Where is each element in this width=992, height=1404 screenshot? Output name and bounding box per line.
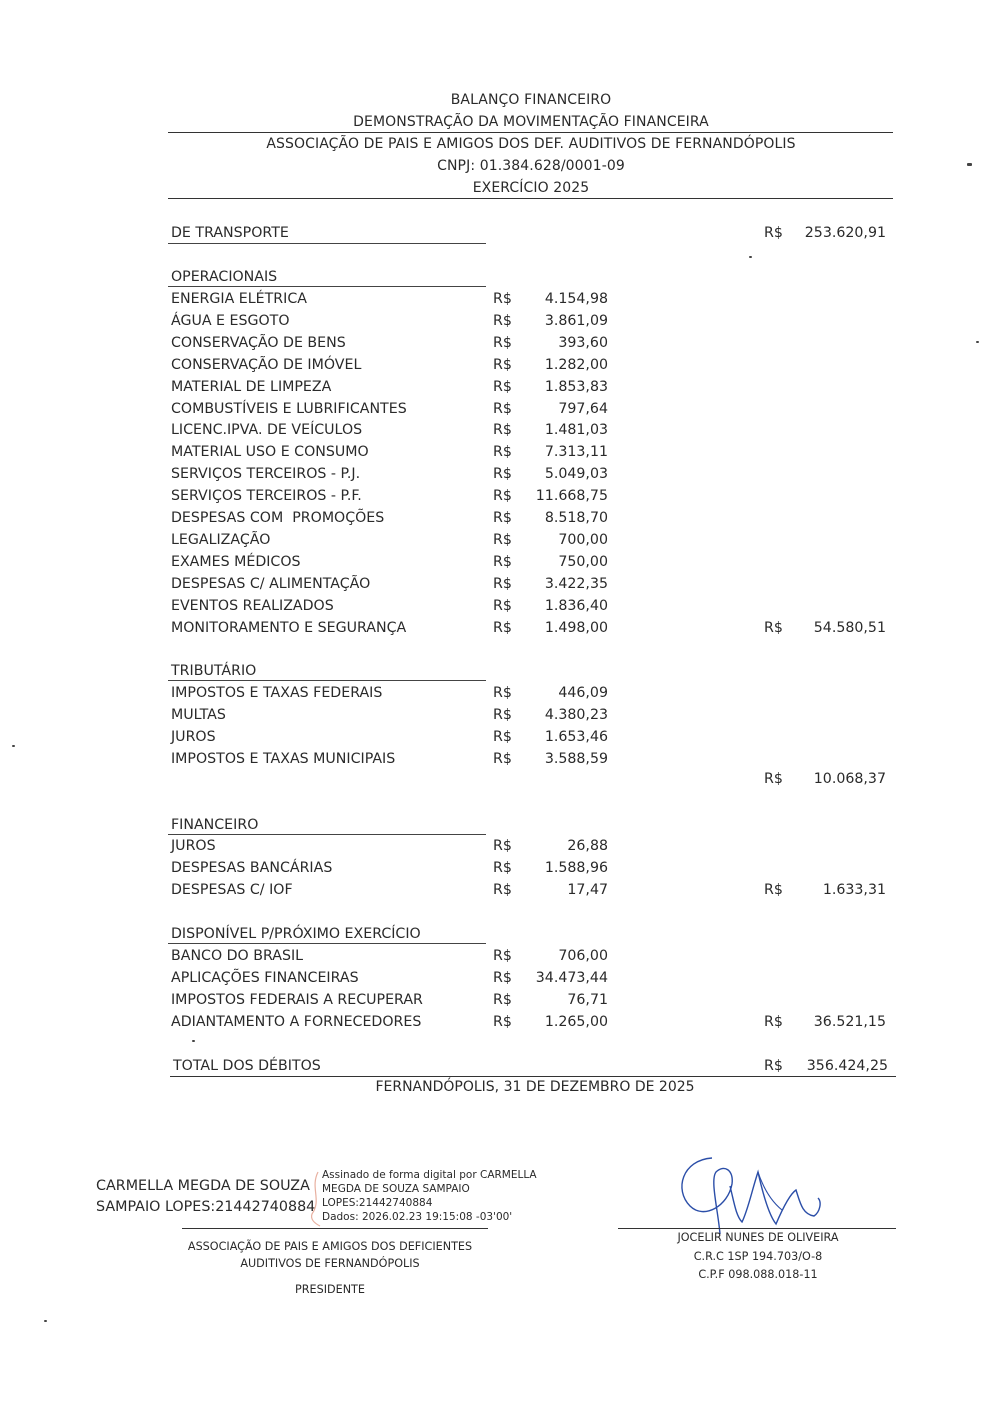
- transport-underline: [168, 243, 486, 244]
- fiscal-year: EXERCÍCIO 2025: [472, 180, 590, 196]
- ledger-row: [0, 573, 992, 595]
- ledger-row: [0, 419, 992, 441]
- signer-organization-line2: AUDITIVOS DE FERNANDÓPOLIS: [240, 1257, 420, 1270]
- ledger-row: [0, 704, 992, 726]
- ledger-item-label: SERVIÇOS TERCEIROS - P.F.: [171, 488, 362, 505]
- section-total: 36.521,15: [813, 1013, 886, 1030]
- ledger-item-value: 1.481,03: [544, 422, 608, 439]
- organization-name: ASSOCIAÇÃO DE PAIS E AMIGOS DOS DEF. AUDITIVOS DE FERNANDÓPOLIS: [266, 136, 796, 152]
- currency-symbol: R$: [493, 400, 512, 417]
- digital-signature-info-2: MEGDA DE SOUZA SAMPAIO: [322, 1183, 470, 1195]
- accountant-crc: C.R.C 1SP 194.703/O-8: [693, 1250, 823, 1263]
- ledger-row: [0, 529, 992, 551]
- scan-speck: [749, 256, 752, 258]
- currency-symbol: R$: [493, 859, 512, 876]
- ledger-item-value: 1.588,96: [544, 859, 608, 876]
- ledger-item-label: ÁGUA E ESGOTO: [171, 312, 290, 329]
- ledger-item-label: ENERGIA ELÉTRICA: [171, 291, 307, 307]
- handwritten-signature-right: [672, 1150, 842, 1240]
- total-row: [0, 1055, 992, 1077]
- ledger-item-label: DESPESAS C/ IOF: [171, 881, 293, 898]
- section-underline: [168, 680, 486, 681]
- ledger-row: [0, 989, 992, 1011]
- currency-symbol: R$: [493, 378, 512, 395]
- currency-symbol: R$: [493, 1013, 512, 1030]
- ledger-item-label: MULTAS: [171, 706, 226, 723]
- currency-symbol: R$: [493, 948, 512, 964]
- ledger-item-value: 1.265,00: [544, 1013, 608, 1030]
- currency-symbol: R$: [493, 422, 512, 439]
- scan-speck: [967, 163, 972, 166]
- currency-symbol: R$: [764, 225, 783, 241]
- digital-signature-info-4: Dados: 2026.02.23 19:15:08 -03'00': [322, 1211, 513, 1223]
- section-underline: [168, 286, 486, 287]
- ledger-item-value: 1.853,83: [544, 378, 608, 395]
- ledger-item-label: COMBUSTÍVEIS E LUBRIFICANTES: [171, 400, 407, 417]
- ledger-item-value: 1.498,00: [544, 619, 608, 636]
- ledger-row: [0, 879, 992, 901]
- ledger-row: [0, 376, 992, 398]
- ledger-item-label: LEGALIZAÇÃO: [171, 531, 271, 548]
- header-divider-top: [168, 132, 893, 133]
- total-value: 356.424,25: [806, 1058, 888, 1074]
- ledger-row: [0, 332, 992, 354]
- ledger-item-value: 7.313,11: [544, 444, 608, 461]
- ledger-row: [0, 398, 992, 420]
- currency-symbol: R$: [493, 728, 512, 745]
- ledger-item-value: 1.282,00: [544, 356, 608, 373]
- ledger-item-label: MATERIAL USO E CONSUMO: [171, 444, 369, 461]
- section-total: 10.068,37: [813, 771, 886, 787]
- ledger-item-label: JUROS: [171, 728, 216, 745]
- ledger-row: [0, 507, 992, 529]
- currency-symbol: R$: [764, 1013, 783, 1030]
- ledger-item-value: 706,00: [558, 948, 608, 964]
- currency-symbol: R$: [764, 771, 783, 787]
- ledger-row: [0, 441, 992, 463]
- ledger-item-label: CONSERVAÇÃO DE BENS: [171, 334, 346, 351]
- ledger-row: [0, 288, 992, 310]
- section-total: 1.633,31: [822, 881, 886, 898]
- ledger-item-label: IMPOSTOS FEDERAIS A RECUPERAR: [171, 991, 423, 1008]
- ledger-row: [0, 945, 992, 967]
- ledger-row: [0, 617, 992, 639]
- digital-signature-info-1: Assinado de forma digital por CARMELLA: [322, 1169, 537, 1181]
- currency-symbol: R$: [493, 881, 512, 898]
- section-underline: [168, 943, 486, 944]
- currency-symbol: R$: [493, 991, 512, 1008]
- ledger-item-value: 3.588,59: [544, 750, 608, 767]
- cnpj: CNPJ: 01.384.628/0001-09: [437, 158, 625, 174]
- ledger-item-value: 446,09: [558, 685, 608, 701]
- transport-total: 253.620,91: [804, 225, 886, 241]
- section-total: 54.580,51: [813, 619, 886, 636]
- currency-symbol: R$: [493, 466, 512, 483]
- ledger-item-label: SERVIÇOS TERCEIROS - P.J.: [171, 466, 361, 483]
- ledger-item-label: BANCO DO BRASIL: [171, 948, 304, 964]
- scan-speck: [976, 341, 979, 343]
- total-label: TOTAL DOS DÉBITOS: [173, 1058, 321, 1074]
- currency-symbol: R$: [493, 312, 512, 329]
- section-title-text: TRIBUTÁRIO: [171, 663, 257, 679]
- ledger-row: [0, 835, 992, 857]
- place-date: FERNANDÓPOLIS, 31 DE DEZEMBRO DE 2025: [375, 1079, 695, 1095]
- ledger-row: [0, 726, 992, 748]
- currency-symbol: R$: [493, 750, 512, 767]
- currency-symbol: R$: [493, 575, 512, 592]
- ledger-row: [0, 857, 992, 879]
- section-title: [0, 266, 992, 288]
- ledger-item-label: LICENC.IPVA. DE VEÍCULOS: [171, 422, 363, 439]
- total-underline: [170, 1076, 896, 1077]
- ledger-item-value: 797,64: [558, 400, 608, 417]
- ledger-item-label: DESPESAS COM PROMOÇÕES: [171, 510, 385, 526]
- ledger-item-value: 3.422,35: [544, 575, 608, 592]
- ledger-row: [0, 310, 992, 332]
- scan-speck: [44, 1320, 47, 1322]
- ledger-item-value: 1.836,40: [544, 597, 608, 614]
- ledger-item-label: IMPOSTOS E TAXAS FEDERAIS: [171, 685, 383, 701]
- section-total-row: [0, 768, 992, 790]
- digital-signature-info-3: LOPES:21442740884: [322, 1197, 433, 1209]
- section-title-text: OPERACIONAIS: [171, 269, 278, 285]
- ledger-item-label: IMPOSTOS E TAXAS MUNICIPAIS: [171, 750, 396, 767]
- ledger-item-label: CONSERVAÇÃO DE IMÓVEL: [171, 356, 362, 373]
- ledger-row: [0, 463, 992, 485]
- signer-role: PRESIDENTE: [295, 1283, 365, 1296]
- currency-symbol: R$: [493, 291, 512, 307]
- ledger-item-label: APLICAÇÕES FINANCEIRAS: [171, 969, 359, 986]
- ledger-row: [0, 354, 992, 376]
- ledger-item-label: DESPESAS BANCÁRIAS: [171, 859, 333, 876]
- currency-symbol: R$: [493, 838, 512, 854]
- accountant-name: JOCELIR NUNES DE OLIVEIRA: [677, 1231, 839, 1244]
- scan-speck: [192, 1040, 195, 1042]
- transport-row: [0, 222, 992, 244]
- section-title: [0, 660, 992, 682]
- section-title: [0, 923, 992, 945]
- digital-signer-name-line1: CARMELLA MEGDA DE SOUZA: [96, 1178, 310, 1194]
- ledger-item-label: ADIANTAMENTO A FORNECEDORES: [171, 1013, 422, 1030]
- ledger-row: [0, 967, 992, 989]
- ledger-item-value: 76,71: [567, 991, 608, 1008]
- currency-symbol: R$: [493, 334, 512, 351]
- signer-organization-line1: ASSOCIAÇÃO DE PAIS E AMIGOS DOS DEFICIENTES: [187, 1240, 473, 1253]
- ledger-row: [0, 485, 992, 507]
- report-title: BALANÇO FINANCEIRO: [450, 92, 612, 108]
- left-signature-line: [182, 1228, 488, 1229]
- ledger-item-value: 11.668,75: [535, 488, 608, 505]
- currency-symbol: R$: [493, 444, 512, 461]
- ledger-row: [0, 595, 992, 617]
- currency-symbol: R$: [493, 619, 512, 636]
- ledger-item-label: EVENTOS REALIZADOS: [171, 597, 334, 614]
- scan-speck: [12, 745, 15, 747]
- ledger-row: [0, 682, 992, 704]
- ledger-item-value: 700,00: [558, 531, 608, 548]
- ledger-row: [0, 748, 992, 770]
- ledger-row: [0, 1011, 992, 1033]
- report-subtitle: DEMONSTRAÇÃO DA MOVIMENTAÇÃO FINANCEIRA: [353, 114, 709, 130]
- section-title: [0, 814, 992, 836]
- currency-symbol: R$: [493, 510, 512, 526]
- transport-label: DE TRANSPORTE: [171, 225, 289, 241]
- ledger-item-value: 4.154,98: [544, 291, 608, 307]
- ledger-item-label: MONITORAMENTO E SEGURANÇA: [171, 619, 407, 636]
- header-divider-bottom: [168, 198, 893, 199]
- section-title-text: FINANCEIRO: [171, 817, 259, 833]
- currency-symbol: R$: [493, 531, 512, 548]
- ledger-item-label: MATERIAL DE LIMPEZA: [171, 378, 332, 395]
- ledger-item-value: 17,47: [567, 881, 608, 898]
- ledger-item-value: 5.049,03: [544, 466, 608, 483]
- ledger-item-value: 34.473,44: [535, 969, 608, 986]
- currency-symbol: R$: [493, 685, 512, 701]
- accountant-cpf: C.P.F 098.088.018-11: [698, 1268, 818, 1281]
- ledger-item-value: 8.518,70: [544, 510, 608, 526]
- ledger-item-value: 3.861,09: [544, 312, 608, 329]
- ledger-item-value: 1.653,46: [544, 728, 608, 745]
- ledger-item-label: JUROS: [171, 838, 216, 854]
- currency-symbol: R$: [493, 969, 512, 986]
- currency-symbol: R$: [764, 1058, 783, 1074]
- ledger-item-label: DESPESAS C/ ALIMENTAÇÃO: [171, 575, 371, 592]
- section-title-text: DISPONÍVEL P/PRÓXIMO EXERCÍCIO: [171, 926, 421, 942]
- currency-symbol: R$: [493, 706, 512, 723]
- currency-symbol: R$: [764, 619, 783, 636]
- currency-symbol: R$: [764, 881, 783, 898]
- currency-symbol: R$: [493, 553, 512, 570]
- currency-symbol: R$: [493, 356, 512, 373]
- currency-symbol: R$: [493, 597, 512, 614]
- ledger-item-label: EXAMES MÉDICOS: [171, 553, 301, 570]
- ledger-row: [0, 551, 992, 573]
- ledger-item-value: 750,00: [558, 553, 608, 570]
- digital-signer-name-line2: SAMPAIO LOPES:21442740884: [96, 1199, 316, 1215]
- right-signature-line: [618, 1228, 896, 1229]
- ledger-item-value: 393,60: [558, 334, 608, 351]
- ledger-item-value: 26,88: [567, 838, 608, 854]
- currency-symbol: R$: [493, 488, 512, 505]
- ledger-item-value: 4.380,23: [544, 706, 608, 723]
